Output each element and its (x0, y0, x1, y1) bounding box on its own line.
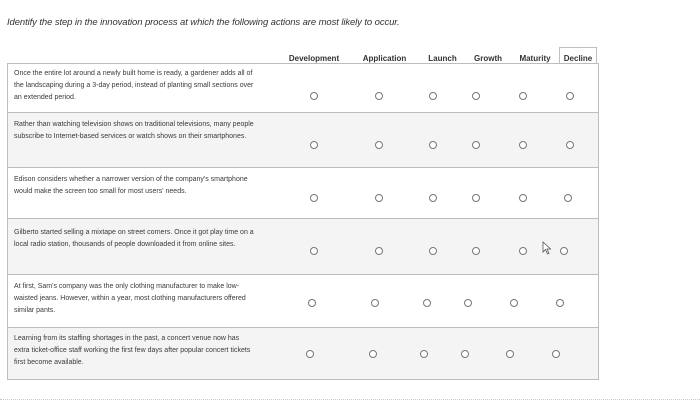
radio-maturity[interactable] (519, 247, 527, 255)
radio-launch[interactable] (429, 247, 437, 255)
radio-development[interactable] (310, 194, 318, 202)
statement-text: At first, Sam's company was the only clothing manufacturer to make low-waisted jeans. However, within a year, most clothing manufacturers offered similar pants. (14, 283, 246, 314)
radio-decline[interactable] (556, 299, 564, 307)
radio-maturity[interactable] (510, 299, 518, 307)
statement-rows (7, 63, 599, 380)
table-row (7, 168, 599, 219)
radio-growth[interactable] (472, 194, 480, 202)
radio-maturity[interactable] (519, 194, 527, 202)
table-row (7, 275, 599, 328)
radio-launch[interactable] (423, 299, 431, 307)
radio-decline[interactable] (552, 350, 560, 358)
page-bottom-edge (0, 399, 700, 405)
radio-decline[interactable] (566, 92, 574, 100)
radio-application[interactable] (375, 194, 383, 202)
radio-development[interactable] (310, 247, 318, 255)
radio-development[interactable] (310, 141, 318, 149)
radio-launch[interactable] (429, 92, 437, 100)
question-prompt: Identify the step in the innovation process at which the following actions are most likely to occur. (7, 17, 400, 28)
radio-development[interactable] (306, 350, 314, 358)
radio-growth[interactable] (461, 350, 469, 358)
column-header-decline: Decline (559, 47, 597, 69)
radio-application[interactable] (375, 141, 383, 149)
column-header-development: Development (288, 54, 340, 63)
radio-decline[interactable] (560, 247, 568, 255)
column-header-launch: Launch (428, 54, 457, 63)
radio-development[interactable] (310, 92, 318, 100)
column-header-growth: Growth (474, 54, 502, 63)
statement-text: Gilberto started selling a mixtape on street corners. Once it got play time on a local radio station, thousands of people downloaded it from online sites. (14, 229, 254, 248)
mouse-cursor-icon (542, 241, 552, 255)
statement-text: Once the entire lot around a newly built home is ready, a gardener adds all of the landscaping during a 3-day period, instead of planting small sections over an extended period. (14, 70, 254, 101)
radio-application[interactable] (375, 247, 383, 255)
radio-growth[interactable] (472, 141, 480, 149)
statement-text: Edison considers whether a narrower version of the company's smartphone would make the screen too small for most users' needs. (14, 176, 248, 195)
radio-application[interactable] (375, 92, 383, 100)
radio-growth[interactable] (464, 299, 472, 307)
radio-launch[interactable] (429, 194, 437, 202)
radio-launch[interactable] (429, 141, 437, 149)
radio-maturity[interactable] (506, 350, 514, 358)
radio-decline[interactable] (564, 194, 572, 202)
radio-application[interactable] (369, 350, 377, 358)
radio-maturity[interactable] (519, 92, 527, 100)
radio-growth[interactable] (472, 92, 480, 100)
radio-application[interactable] (371, 299, 379, 307)
table-row (7, 63, 599, 113)
statement-text: Learning from its staffing shortages in the past, a concert venue now has extra ticket-office staff working the first few days after popular concert tickets first become available. (14, 335, 251, 366)
table-row (7, 113, 599, 168)
radio-launch[interactable] (420, 350, 428, 358)
column-header-application: Application (362, 54, 407, 63)
column-header-maturity: Maturity (519, 54, 551, 63)
response-matrix (7, 47, 599, 400)
radio-growth[interactable] (472, 247, 480, 255)
table-row (7, 219, 599, 275)
radio-development[interactable] (308, 299, 316, 307)
radio-decline[interactable] (566, 141, 574, 149)
radio-maturity[interactable] (519, 141, 527, 149)
table-row (7, 328, 599, 380)
statement-text: Rather than watching television shows on traditional televisions, many people subscribe to Internet-based services or watch shows on their smartphones. (14, 121, 254, 140)
